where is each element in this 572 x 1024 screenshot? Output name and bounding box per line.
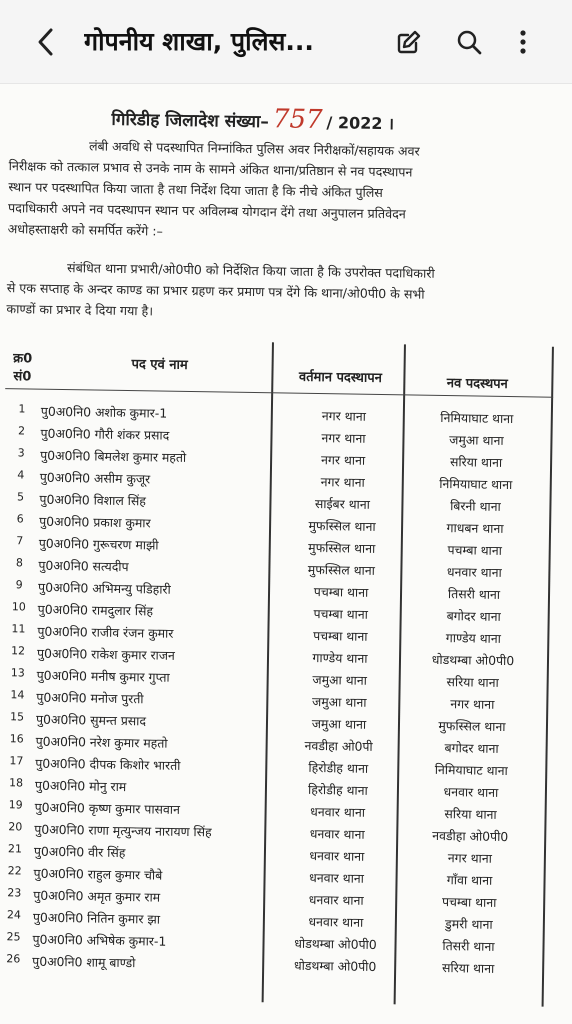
row-officer-name: पु0अ0नि0 अभिषेक कुमार-1 <box>32 931 167 949</box>
row-new-posting: धोडथम्बा ओ0पी0 <box>431 651 515 669</box>
column-header-sn <box>7 348 38 400</box>
row-officer-name: पु0अ0नि0 रामदुलार सिंह <box>37 601 154 619</box>
row-new-posting: तिसरी थाना <box>447 586 501 602</box>
row-officer-name: पु0अ0नि0 राजीव रंजन कुमार <box>37 623 174 641</box>
header-sn-line2: सं0 <box>13 369 32 385</box>
row-serial-number: 20 <box>8 820 23 834</box>
row-new-posting: नगर थाना <box>447 850 493 866</box>
more-vertical-icon <box>518 28 528 56</box>
row-current-posting: गाण्डेय थाना <box>312 649 368 666</box>
row-serial-number: 24 <box>6 908 22 922</box>
row-serial-number: 1 <box>18 402 26 416</box>
row-officer-name: पु0अ0नि0 प्रकाश कुमार <box>39 513 151 531</box>
paragraph-line: अधोहस्ताक्षरी को समर्पित करेंगे :– <box>7 221 163 239</box>
heading-suffix: / 2022 । <box>326 113 395 134</box>
row-officer-name: पु0अ0नि0 असीम कुजूर <box>39 469 151 487</box>
row-serial-number: 2 <box>17 424 26 438</box>
row-new-posting: सरिया थाना <box>446 674 499 690</box>
row-serial-number: 18 <box>8 776 24 790</box>
row-current-posting: हिरोडीह थाना <box>308 759 369 776</box>
row-serial-number: 16 <box>9 732 24 746</box>
row-current-posting: मुफस्सिल थाना <box>308 517 376 534</box>
row-officer-name: पु0अ0नि0 राकेश कुमार राजन <box>36 645 175 663</box>
row-serial-number: 9 <box>15 578 23 592</box>
row-officer-name: पु0अ0नि0 राणा मृत्युन्जय नारायण सिंह <box>34 821 212 840</box>
paragraph-line: काण्डों का प्रभार दे दिया गया है। <box>6 301 154 319</box>
row-officer-name: पु0अ0नि0 दीपक किशोर भारती <box>35 755 181 773</box>
row-officer-name: पु0अ0नि0 गुरूचरण माझी <box>38 535 159 553</box>
paragraph-line: पदाधिकारी अपने नव पदस्थापन स्थान पर अविलम्ब योगदान देंगे तथा अनुपालन प्रतिवेदन <box>7 200 406 222</box>
row-officer-name: पु0अ0नि0 सुमन्त प्रसाद <box>35 711 147 729</box>
row-new-posting: बगोदर थाना <box>446 608 501 624</box>
row-current-posting: नगर थाना <box>321 430 366 446</box>
row-serial-number: 19 <box>8 798 23 812</box>
row-current-posting: मुफस्सिल थाना <box>308 539 376 556</box>
row-officer-name: पु0अ0नि0 राहुल कुमार चौबे <box>33 865 163 883</box>
row-new-posting: निमियाघाट थाना <box>439 475 513 493</box>
column-header-name: पद एवं नाम <box>131 357 188 373</box>
row-serial-number: 8 <box>15 556 24 570</box>
row-current-posting: जमुआ थाना <box>312 693 367 710</box>
row-current-posting: पचम्बा थाना <box>313 605 369 622</box>
row-new-posting: सरिया थाना <box>444 806 497 822</box>
transfer-table <box>0 338 554 1024</box>
more-options-button[interactable] <box>506 24 540 60</box>
row-officer-name: पु0अ0नि0 बिमलेश कुमार महतो <box>40 447 187 465</box>
row-officer-name: पु0अ0नि0 गौरी शंकर प्रसाद <box>40 425 170 443</box>
row-serial-number: 21 <box>7 842 23 856</box>
row-new-posting: गाण्डेय थाना <box>445 630 501 646</box>
row-new-posting: मुफस्सिल थाना <box>438 717 506 735</box>
edit-icon <box>395 28 423 56</box>
row-officer-name: पु0अ0नि0 सत्यदीप <box>38 557 129 575</box>
row-officer-name: पु0अ0नि0 वीर सिंह <box>33 843 126 861</box>
row-officer-name: पु0अ0नि0 अमृत कुमार राम <box>33 887 161 905</box>
row-serial-number: 6 <box>16 512 24 526</box>
paragraph-line: निरीक्षक को तत्काल प्रभाव से उनके नाम के सामने अंकित थाना/प्रतिष्ठान से नव पदस्थापन <box>8 158 413 180</box>
paragraph-line: से एक सप्ताह के अन्दर काण्ड का प्रभार ग्रहण कर प्रमाण पत्र देंगे कि थाना/ओ0पी0 के सभी <box>6 280 425 302</box>
row-new-posting: नगर थाना <box>450 696 495 712</box>
column-header-new: नव पदस्थपन <box>446 376 508 393</box>
row-new-posting: धनवार थाना <box>446 564 502 580</box>
row-new-posting: धनवार थाना <box>443 784 499 800</box>
row-new-posting: जमुआ थाना <box>449 432 504 448</box>
row-serial-number: 12 <box>10 644 26 658</box>
order-number: 757 <box>272 104 323 136</box>
paragraph-line: लंबी अवधि से पदस्थापित निम्नांकित पुलिस अवर निरीक्षकों/सहायक अवर <box>88 138 420 159</box>
row-current-posting: धोडथम्बा ओ0पी0 <box>293 957 377 975</box>
row-new-posting: बिरनी थाना <box>450 498 501 514</box>
row-serial-number: 25 <box>6 930 21 944</box>
row-new-posting: गाँवा थाना <box>446 872 493 888</box>
row-current-posting: पचम्बा थाना <box>313 583 369 600</box>
row-new-posting: सरिया थाना <box>449 454 503 470</box>
row-new-posting: पचम्बा थाना <box>441 894 497 910</box>
row-current-posting: नवडीहा ओ0पी <box>304 737 373 754</box>
document-page <box>0 84 572 1024</box>
row-serial-number: 26 <box>6 952 21 966</box>
row-serial-number: 4 <box>17 468 25 482</box>
row-new-posting: नवडीहा ओ0पी0 <box>432 827 509 845</box>
row-serial-number: 15 <box>9 710 25 724</box>
row-officer-name: पु0अ0नि0 अभिमन्यु पडिहारी <box>37 579 171 597</box>
heading-prefix: गिरिडीह जिलादेश संख्या– <box>111 109 270 133</box>
row-current-posting: नगर थाना <box>320 452 366 468</box>
row-new-posting: सरिया थाना <box>441 960 495 976</box>
row-current-posting: धनवार थाना <box>310 803 366 820</box>
row-current-posting: जमुआ थाना <box>311 715 367 732</box>
row-new-posting: डुमरी थाना <box>445 916 493 932</box>
row-new-posting: तिसरी थाना <box>442 938 495 954</box>
row-officer-name: पु0अ0नि0 मनोज पुरती <box>36 689 144 707</box>
order-heading <box>111 102 394 136</box>
chevron-left-icon <box>35 27 57 57</box>
row-new-posting: बगोदर थाना <box>444 740 499 756</box>
row-serial-number: 11 <box>11 622 26 636</box>
row-serial-number: 7 <box>16 534 24 548</box>
row-current-posting: मुफस्सिल थाना <box>307 561 376 578</box>
row-officer-name: पु0अ0नि0 नितिन कुमार झा <box>32 909 161 927</box>
row-current-posting: धनवार थाना <box>308 891 364 908</box>
row-serial-number: 17 <box>9 754 24 768</box>
row-current-posting: धनवार थाना <box>308 913 364 930</box>
row-current-posting: नगर थाना <box>321 408 366 424</box>
row-officer-name: पु0अ0नि0 कृष्ण कुमार पासवान <box>34 799 181 817</box>
row-serial-number: 22 <box>7 864 22 878</box>
row-serial-number: 10 <box>11 600 26 614</box>
row-current-posting: धनवार थाना <box>309 825 365 842</box>
row-officer-name: पु0अ0नि0 मनीष कुमार गुप्ता <box>36 667 170 685</box>
row-current-posting: हिरोडीह थाना <box>308 781 368 798</box>
row-current-posting: जमुआ थाना <box>312 671 367 688</box>
row-current-posting: धनवार थाना <box>309 869 365 886</box>
page-title: गोपनीय शाखा, पुलिस... <box>84 27 314 56</box>
row-current-posting: नगर थाना <box>320 474 365 490</box>
row-officer-name: पु0अ0नि0 नरेश कुमार महतो <box>35 733 168 751</box>
row-officer-name: पु0अ0नि0 विशाल सिंह <box>39 491 147 509</box>
search-icon <box>455 28 483 56</box>
row-current-posting: धोडथम्बा ओ0पी0 <box>294 935 377 953</box>
paragraph-line: संबंधित थाना प्रभारी/ओ0पी0 को निर्देशित किया जाता है कि उपरोक्त पदाधिकारी <box>67 260 435 281</box>
row-serial-number: 13 <box>10 666 25 680</box>
row-officer-name: पु0अ0नि0 अशोक कुमार-1 <box>40 403 168 421</box>
search-button[interactable] <box>452 24 486 60</box>
app-bar <box>0 0 572 84</box>
row-serial-number: 14 <box>10 688 25 702</box>
row-serial-number: 23 <box>7 886 22 900</box>
row-current-posting: पचम्बा थाना <box>313 627 368 644</box>
header-sn-line1: क्र0 <box>13 351 33 367</box>
row-serial-number: 5 <box>16 490 25 504</box>
row-new-posting: निमियाघाट थाना <box>440 409 514 427</box>
row-officer-name: पु0अ0नि0 शामू बाण्डो <box>32 953 136 971</box>
row-current-posting: साईबर थाना <box>314 495 371 512</box>
paragraph-line: स्थान पर पदस्थापित किया जाता है तथा निर्देश दिया जाता है कि नीचे अंकित पुलिस <box>8 179 384 201</box>
back-button[interactable] <box>28 22 64 62</box>
row-new-posting: निमियाघाट थाना <box>434 761 508 779</box>
row-new-posting: गाधबन थाना <box>446 520 504 536</box>
row-new-posting: पचम्बा थाना <box>447 542 503 558</box>
row-officer-name: पु0अ0नि0 मोनु राम <box>34 777 127 795</box>
row-current-posting: धनवार थाना <box>309 847 365 864</box>
column-header-current: वर्तमान पदस्थापन <box>298 369 382 387</box>
edit-button[interactable] <box>392 24 426 60</box>
document-view[interactable] <box>0 84 572 1024</box>
row-serial-number: 3 <box>17 446 25 460</box>
